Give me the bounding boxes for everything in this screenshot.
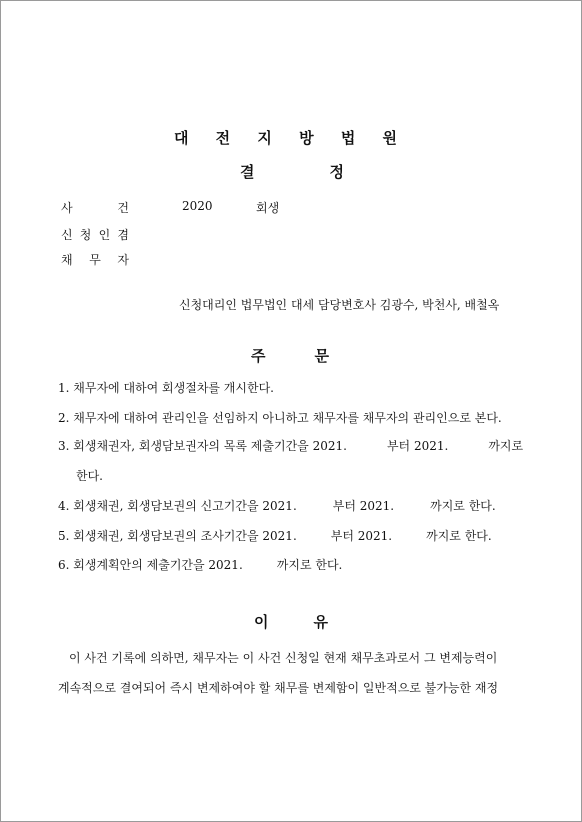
order-item-5-part-c: 까지로 한다. [426, 529, 492, 543]
order-title-char-2: 문 [314, 347, 329, 365]
decision-title [240, 161, 344, 182]
order-item-5 [58, 527, 492, 544]
debtor-label-char-3: 자 [117, 253, 129, 267]
case-label-char-2: 건 [117, 201, 129, 215]
applicant-label-char-4: 겸 [117, 228, 129, 242]
reason-line-1: 이 사건 기록에 의하면, 채무자는 이 사건 신청일 현재 채무초과로서 그 변제능력이 [69, 651, 498, 665]
court-name: 대 전 지 방 법 원 [173, 129, 409, 147]
case-type: 회생 [256, 201, 280, 215]
applicant-label-char-1: 신 [61, 228, 73, 242]
order-item-3-part-b: 부터 2021. [386, 439, 449, 453]
applicant-label-char-2: 청 [79, 228, 92, 242]
debtor-label [61, 251, 129, 268]
applicant-label-char-3: 인 [98, 228, 111, 242]
case-year: 2020 [182, 199, 213, 213]
reason-title-char-2: 유 [313, 613, 328, 631]
order-title-char-1: 주 [251, 347, 266, 365]
debtor-label-char-1: 채 [61, 253, 73, 267]
decision-title-char-1: 결 [240, 163, 255, 181]
case-label [61, 199, 129, 216]
order-item-1: 1. 채무자에 대하여 회생절차를 개시한다. [58, 381, 274, 395]
case-label-char-1: 사 [61, 201, 73, 215]
reason-title [254, 611, 328, 632]
order-item-4-part-a: 4. 회생채권, 회생담보권의 신고기간을 2021. [58, 499, 297, 513]
order-item-6-part-a: 6. 회생계획안의 제출기간을 2021. [58, 558, 243, 572]
order-item-3-continuation: 한다. [76, 469, 103, 483]
order-title [251, 345, 329, 366]
order-item-4-part-b: 부터 2021. [332, 499, 395, 513]
order-item-6-part-c: 까지로 한다. [276, 558, 343, 572]
order-item-5-part-b: 부터 2021. [330, 529, 393, 543]
order-item-4 [58, 497, 496, 514]
attorney-line: 신청대리인 법무법인 대세 담당변호사 김광수, 박천사, 배철옥 [179, 298, 500, 312]
applicant-label [61, 226, 129, 243]
reason-line-2: 계속적으로 결여되어 즉시 변제하여야 할 채무를 변제함이 일반적으로 불가능한 재정 [58, 681, 499, 695]
order-item-5-part-a: 5. 회생채권, 회생담보권의 조사기간을 2021. [58, 529, 297, 543]
order-item-2: 2. 채무자에 대하여 관리인을 선임하지 아니하고 채무자를 채무자의 관리인으로 본다. [58, 411, 502, 425]
order-item-3-part-a: 3. 회생채권자, 회생담보권자의 목록 제출기간을 2021. [58, 439, 347, 453]
decision-title-char-2: 정 [329, 163, 344, 181]
reason-title-char-1: 이 [254, 613, 269, 631]
order-item-6 [58, 556, 342, 573]
order-item-3-part-c: 까지로 [488, 439, 524, 453]
debtor-label-char-2: 무 [89, 253, 101, 267]
order-item-4-part-c: 까지로 한다. [430, 499, 496, 513]
order-item-3 [58, 437, 523, 454]
